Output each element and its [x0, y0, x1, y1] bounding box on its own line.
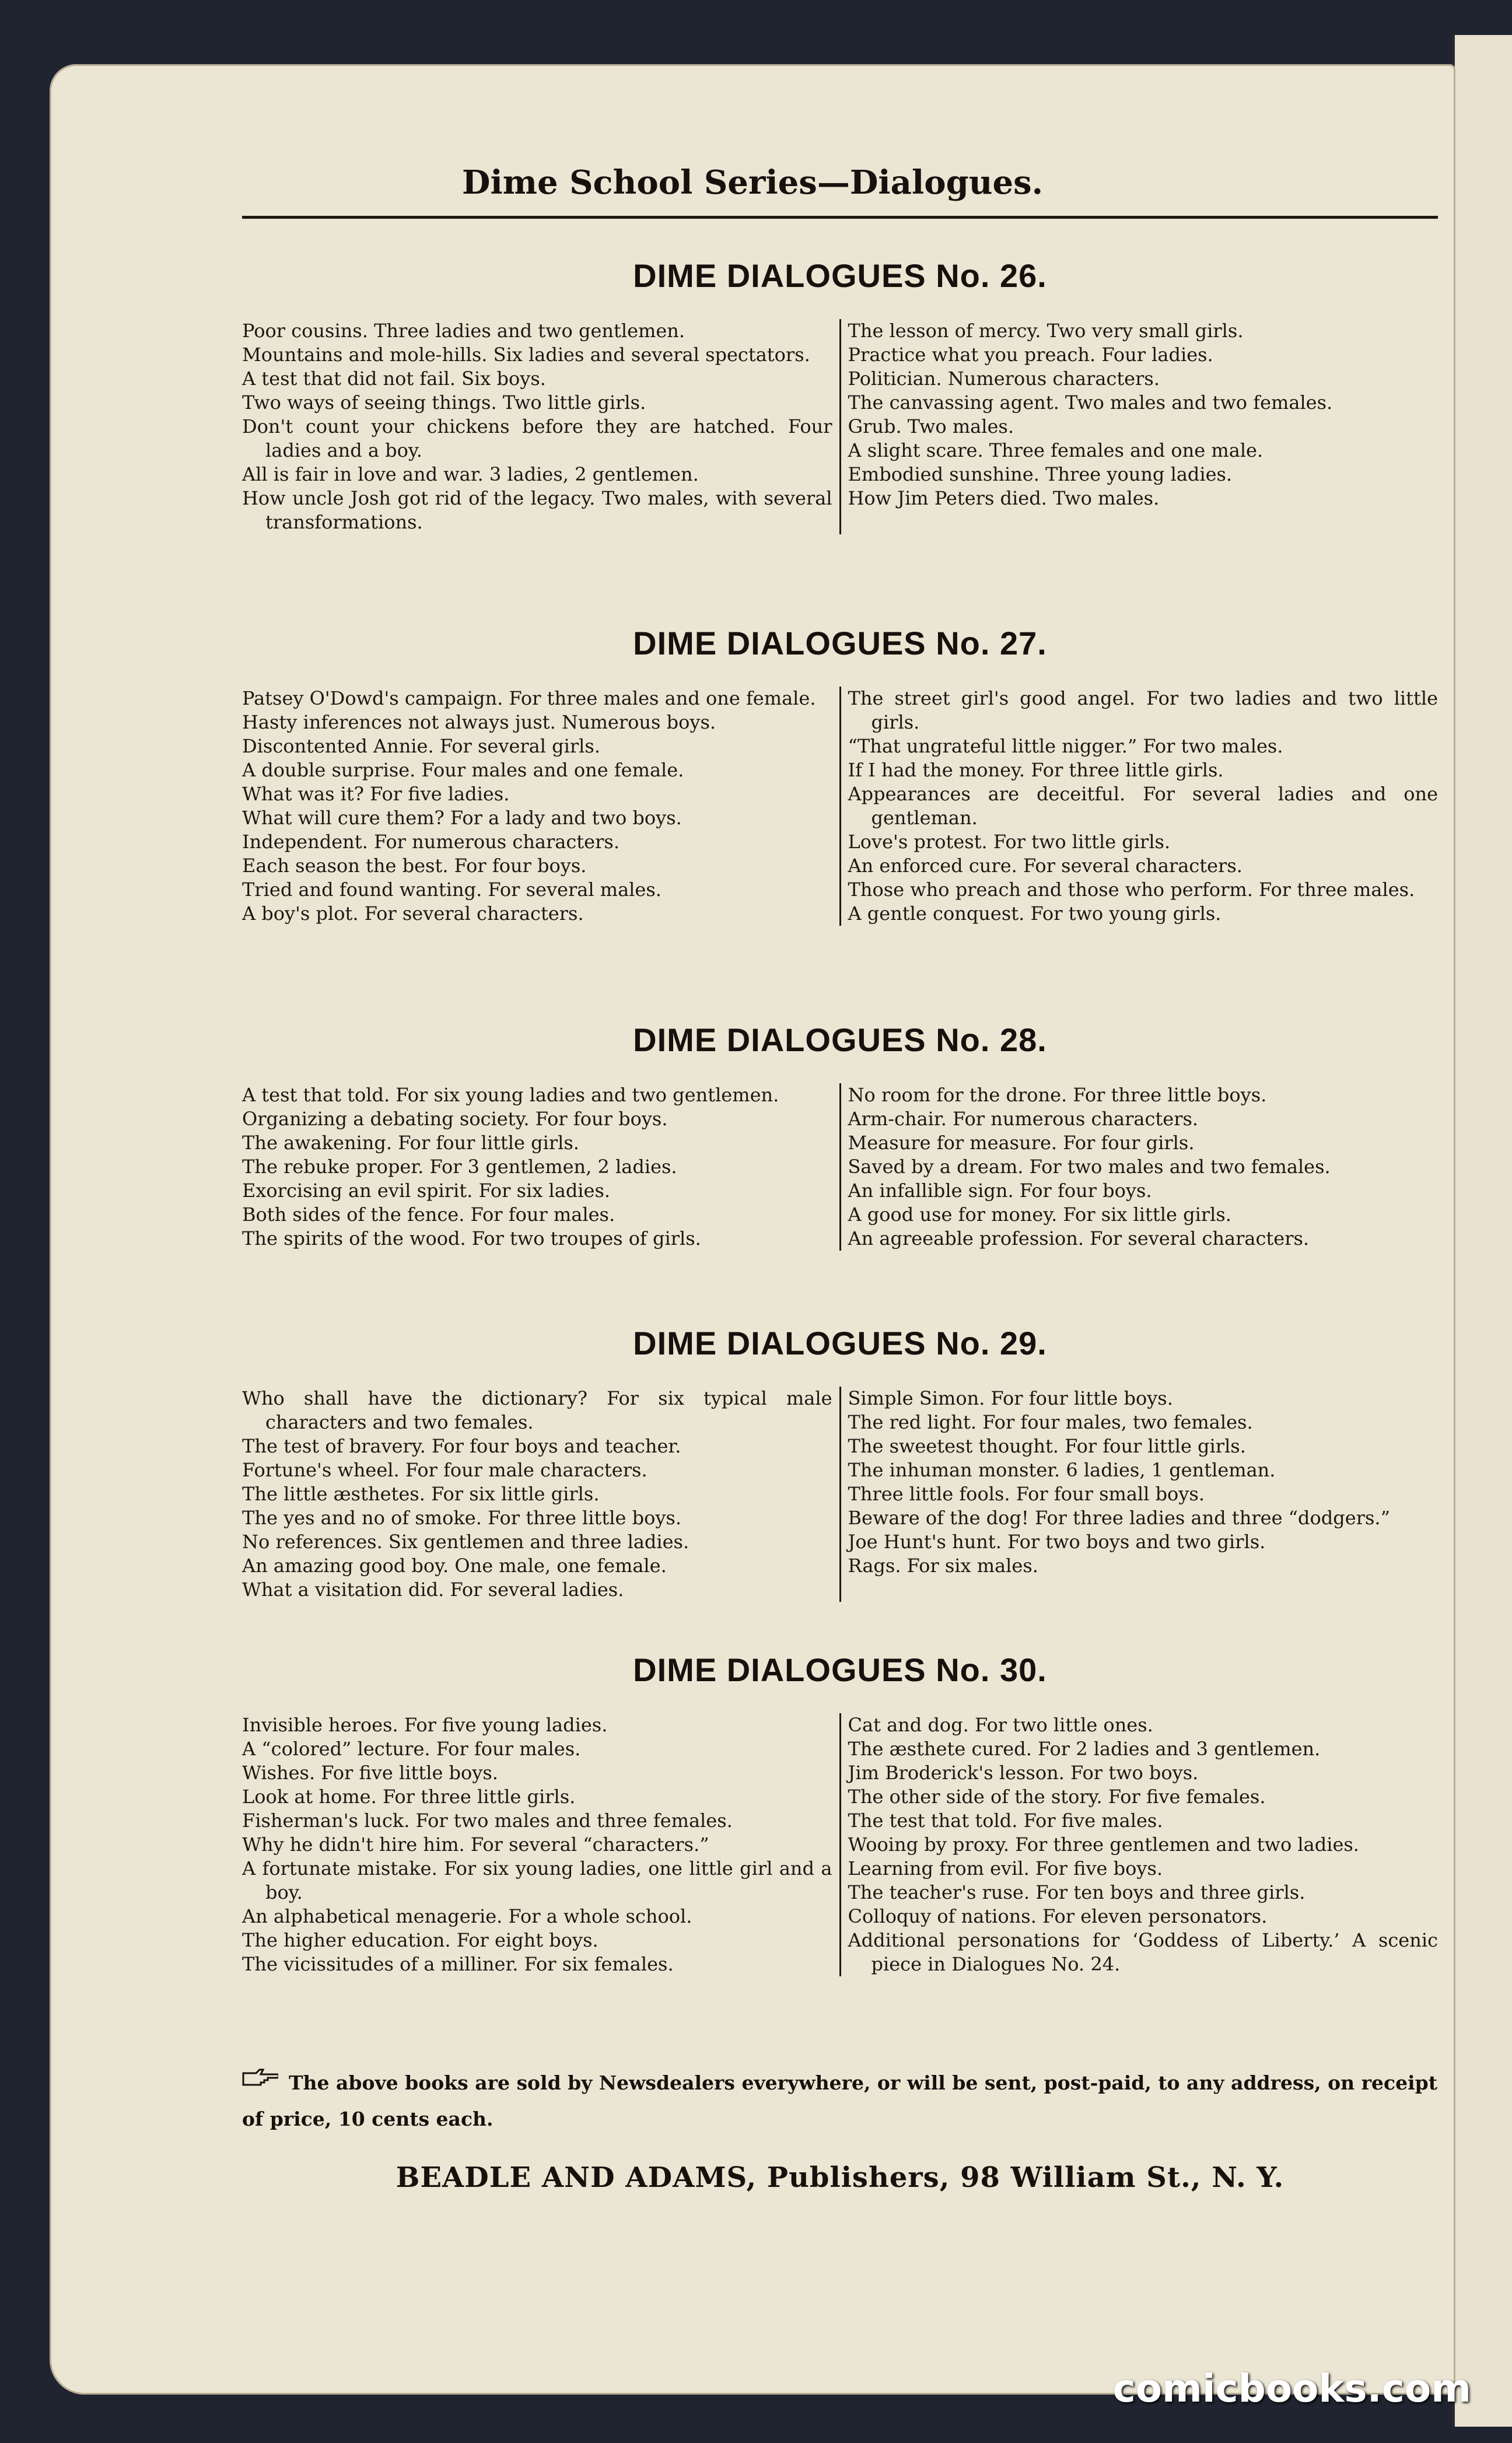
list-item: A slight scare. Three females and one male.: [848, 439, 1264, 461]
publisher-line: BEADLE AND ADAMS, Publishers, 98 William St., N. Y.: [396, 2161, 1284, 2194]
left-column: [242, 319, 841, 534]
site-watermark: comicbooks.com: [1112, 2366, 1471, 2411]
section-title: DIME DIALOGUES No. 26.: [633, 257, 1047, 294]
list-item: Three little fools. For four small boys.: [848, 1483, 1205, 1505]
list-item: Saved by a dream. For two males and two females.: [848, 1156, 1331, 1178]
left-column: [242, 687, 841, 926]
section-title: DIME DIALOGUES No. 30.: [633, 1651, 1047, 1688]
list-item: The teacher's ruse. For ten boys and three girls.: [848, 1881, 1306, 1903]
list-item: Embodied sunshine. Three young ladies.: [848, 463, 1233, 485]
list-item: The æsthete cured. For 2 ladies and 3 gentlemen.: [848, 1738, 1321, 1760]
list-item: What was it? For five ladies.: [242, 783, 510, 805]
list-item: An infallible sign. For four boys.: [848, 1180, 1152, 1202]
list-item: A “colored” lecture. For four males.: [242, 1738, 581, 1760]
list-item: The other side of the story. For five females.: [848, 1786, 1266, 1808]
list-item: Practice what you preach. Four ladies.: [848, 344, 1213, 366]
list-item: The street girl's good angel. For two ladies and two little girls.: [848, 687, 1438, 733]
list-item: The test of bravery. For four boys and teacher.: [242, 1435, 681, 1457]
list-item: An amazing good boy. One male, one female.: [242, 1555, 667, 1577]
list-item: What will cure them? For a lady and two boys.: [242, 807, 682, 829]
list-item: A good use for money. For six little girls.: [848, 1203, 1231, 1226]
right-column: [841, 319, 1438, 534]
notice-text: The above books are sold by Newsdealers everywhere, or will be sent, post-paid, to any address, on receipt of price, 10 cents each.: [242, 2071, 1437, 2130]
list-item: Wooing by proxy. For three gentlemen and two ladies.: [848, 1833, 1359, 1856]
adjacent-page-edge: [1452, 35, 1512, 2427]
list-item: A fortunate mistake. For six young ladies, one little girl and a boy.: [242, 1857, 832, 1903]
list-item: Patsey O'Dowd's campaign. For three males and one female.: [242, 687, 816, 709]
list-item: A test that did not fail. Six boys.: [242, 368, 546, 390]
list-item: The awakening. For four little girls.: [242, 1132, 579, 1154]
list-item: How uncle Josh got rid of the legacy. Two males, with several transformations.: [242, 487, 832, 533]
list-item: Colloquy of nations. For eleven personators.: [848, 1905, 1268, 1927]
list-item: Invisible heroes. For five young ladies.: [242, 1714, 608, 1736]
right-column: [841, 1387, 1438, 1602]
list-item: No references. Six gentlemen and three ladies.: [242, 1531, 690, 1553]
list-item: How Jim Peters died. Two males.: [848, 487, 1160, 509]
list-item: No room for the drone. For three little boys.: [848, 1084, 1267, 1106]
document-page: [50, 64, 1455, 2395]
list-item: Politician. Numerous characters.: [848, 368, 1160, 390]
list-item: Joe Hunt's hunt. For two boys and two girls.: [848, 1531, 1266, 1553]
list-item: Tried and found wanting. For several males.: [242, 878, 662, 901]
list-item: Grub. Two males.: [848, 415, 1014, 438]
section-dialogues-29: [242, 1324, 1438, 1602]
list-item: Additional personations for ‘Goddess of Liberty.’ A scenic piece in Dialogues No. 24.: [848, 1929, 1438, 1975]
list-item: Arm-chair. For numerous characters.: [848, 1108, 1199, 1130]
list-item: Fisherman's luck. For two males and three females.: [242, 1810, 733, 1832]
list-item: An agreeable profession. For several characters.: [848, 1227, 1310, 1250]
list-item: Independent. For numerous characters.: [242, 831, 620, 853]
list-item: The lesson of mercy. Two very small girls.: [848, 320, 1244, 342]
list-item: Who shall have the dictionary? For six typical male characters and two females.: [242, 1387, 832, 1433]
list-item: Jim Broderick's lesson. For two boys.: [848, 1762, 1199, 1784]
left-column: [242, 1083, 841, 1251]
list-item: Both sides of the fence. For four males.: [242, 1203, 615, 1226]
list-item: Two ways of seeing things. Two little girls.: [242, 391, 646, 414]
list-item: A double surprise. Four males and one female.: [242, 759, 684, 781]
header-rule: [242, 216, 1438, 219]
list-item: The higher education. For eight boys.: [242, 1929, 598, 1951]
list-item: The vicissitudes of a milliner. For six females.: [242, 1953, 674, 1975]
section-dialogues-26: [242, 257, 1438, 534]
list-item: If I had the money. For three little girls.: [848, 759, 1224, 781]
list-item: The canvassing agent. Two males and two females.: [848, 391, 1333, 414]
list-item: The red light. For four males, two females.: [848, 1411, 1253, 1433]
list-item: Appearances are deceitful. For several ladies and one gentleman.: [848, 783, 1438, 829]
section-title: DIME DIALOGUES No. 29.: [633, 1325, 1047, 1362]
list-item: Look at home. For three little girls.: [242, 1786, 576, 1808]
list-item: Cat and dog. For two little ones.: [848, 1714, 1153, 1736]
list-item: Rags. For six males.: [848, 1555, 1038, 1577]
list-item: The test that told. For five males.: [848, 1810, 1163, 1832]
left-column: [242, 1713, 841, 1976]
list-item: The yes and no of smoke. For three little boys.: [242, 1507, 681, 1529]
section-dialogues-27: [242, 624, 1438, 926]
list-item: Wishes. For five little boys.: [242, 1762, 498, 1784]
list-item: Simple Simon. For four little boys.: [848, 1387, 1173, 1409]
list-item: Fortune's wheel. For four male characters.: [242, 1459, 648, 1481]
list-item: Love's protest. For two little girls.: [848, 831, 1171, 853]
list-item: The sweetest thought. For four little girls.: [848, 1435, 1246, 1457]
list-item: A test that told. For six young ladies and two gentlemen.: [242, 1084, 779, 1106]
list-item: An enforced cure. For several characters.: [848, 855, 1242, 877]
list-item: “That ungrateful little nigger.” For two males.: [848, 735, 1283, 757]
list-item: Each season the best. For four boys.: [242, 855, 587, 877]
list-item: Organizing a debating society. For four boys.: [242, 1108, 668, 1130]
list-item: Mountains and mole-hills. Six ladies and several spectators.: [242, 344, 810, 366]
right-column: [841, 1713, 1438, 1976]
list-item: Beware of the dog! For three ladies and three “dodgers.”: [848, 1507, 1390, 1529]
list-item: A gentle conquest. For two young girls.: [848, 902, 1222, 925]
left-column: [242, 1387, 841, 1602]
right-column: [841, 1083, 1438, 1251]
list-item: What a visitation did. For several ladies.: [242, 1578, 624, 1601]
list-item: Hasty inferences not always just. Numerous boys.: [242, 711, 716, 733]
ordering-notice: [242, 2065, 1438, 2137]
list-item: An alphabetical menagerie. For a whole school.: [242, 1905, 692, 1927]
list-item: The inhuman monster. 6 ladies, 1 gentleman.: [848, 1459, 1276, 1481]
list-item: The rebuke proper. For 3 gentlemen, 2 ladies.: [242, 1156, 677, 1178]
list-item: Why he didn't hire him. For several “characters.”: [242, 1833, 709, 1856]
list-item: Those who preach and those who perform. For three males.: [848, 878, 1415, 901]
list-item: Don't count your chickens before they are hatched. Four ladies and a boy.: [242, 415, 832, 461]
pointing-hand-icon: [242, 2068, 278, 2087]
right-column: [841, 687, 1438, 926]
section-dialogues-28: [242, 1021, 1438, 1251]
list-item: Learning from evil. For five boys.: [848, 1857, 1163, 1880]
section-dialogues-30: [242, 1651, 1438, 1976]
list-item: A boy's plot. For several characters.: [242, 902, 584, 925]
list-item: Exorcising an evil spirit. For six ladies.: [242, 1180, 611, 1202]
list-item: Discontented Annie. For several girls.: [242, 735, 600, 757]
list-item: Measure for measure. For four girls.: [848, 1132, 1195, 1154]
list-item: The little æsthetes. For six little girls.: [242, 1483, 600, 1505]
list-item: Poor cousins. Three ladies and two gentlemen.: [242, 320, 685, 342]
list-item: The spirits of the wood. For two troupes of girls.: [242, 1227, 701, 1250]
list-item: All is fair in love and war. 3 ladies, 2 gentlemen.: [242, 463, 699, 485]
series-title: Dime School Series—Dialogues.: [461, 163, 1044, 202]
section-title: DIME DIALOGUES No. 28.: [633, 1021, 1047, 1058]
section-title: DIME DIALOGUES No. 27.: [633, 625, 1047, 662]
